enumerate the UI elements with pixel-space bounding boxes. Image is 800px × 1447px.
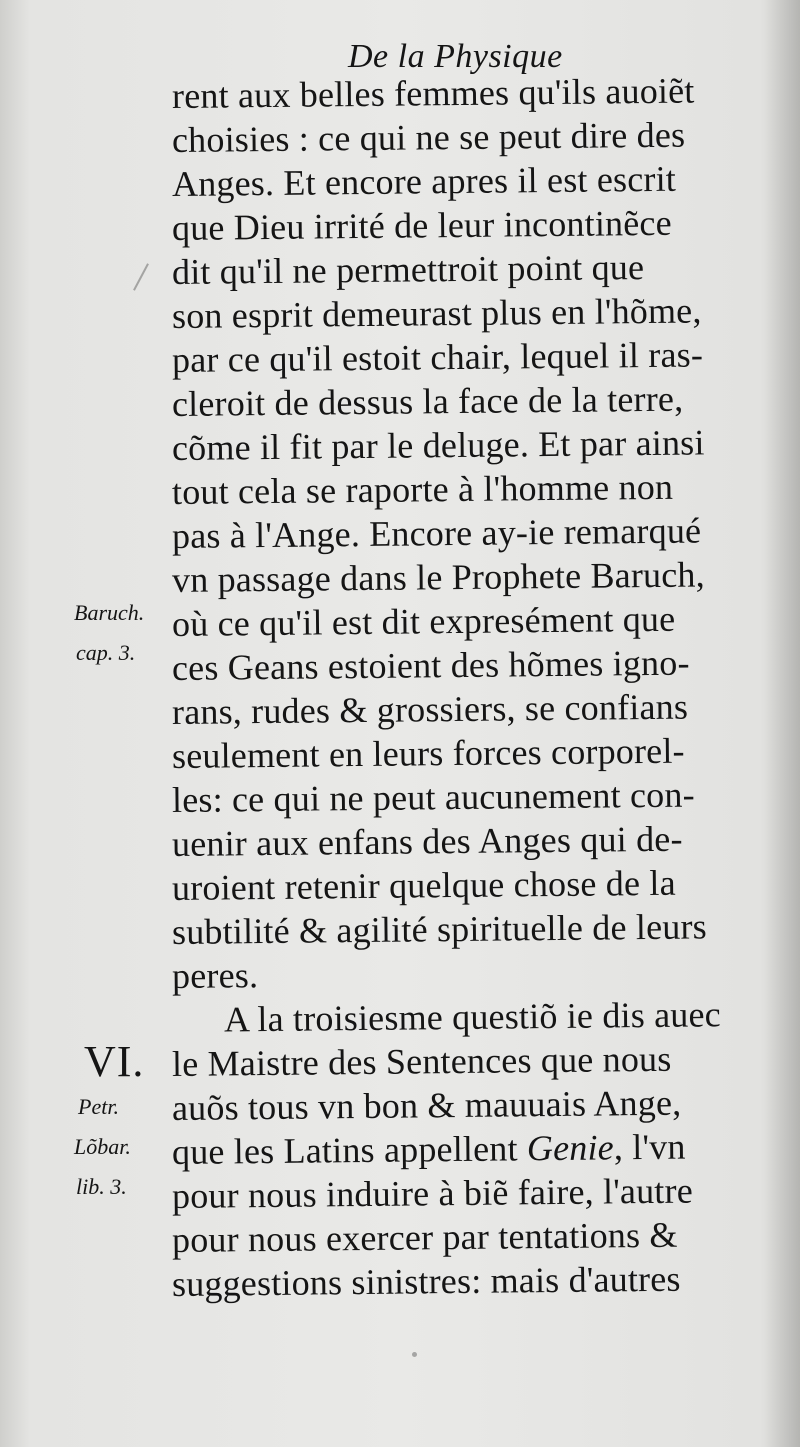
text-line: cleroit de dessus la face de la terre, [171, 378, 684, 424]
text-line: uenir aux enfans des Anges qui de- [171, 818, 683, 864]
text-span: que les Latins appellent [171, 1128, 518, 1172]
text-line: les: ce qui ne peut aucunement con- [171, 774, 695, 820]
ink-speck [133, 263, 149, 290]
text-line-genie [172, 1124, 772, 1174]
text-line: son esprit demeurast plus en l'hõme, [171, 290, 702, 336]
text-line: choisies : ce qui ne se peut dire des [171, 114, 686, 160]
text-line: dit qu'il ne permettroit point que [171, 247, 645, 292]
margin-note-lib: lib. 3. [76, 1174, 127, 1199]
text-line: uroient retenir quelque chose de la [171, 862, 676, 908]
running-head: De la Physique [348, 38, 563, 75]
text-line: tout cela se raporte à l'homme non [171, 466, 674, 512]
text-span: , l'vn [613, 1126, 686, 1168]
margin-note-cap: cap. 3. [76, 640, 136, 665]
text-line: auõs tous vn bon & mauuais Ange, [171, 1082, 682, 1128]
text-line: cõme il fit par le deluge. Et par ainsi [171, 422, 705, 468]
margin-note-petr: Petr. [78, 1094, 119, 1119]
italic-term: Genie [526, 1127, 615, 1169]
text-line: suggestions sinistres: mais d'autres [171, 1258, 681, 1304]
text-line: pour nous induire à biẽ faire, l'autre [171, 1170, 694, 1216]
text-line: vn passage dans le Prophete Baruch, [171, 554, 706, 600]
text-line: seulement en leurs forces corporel- [171, 730, 685, 776]
text-line: par ce qu'il estoit chair, lequel il ras- [171, 334, 704, 380]
text-line: Anges. Et encore apres il est escrit [171, 158, 677, 204]
text-line: pour nous exercer par tentations & [171, 1214, 678, 1260]
text-line: subtilité & agilité spirituelle de leurs [171, 906, 708, 952]
text-line: que Dieu irrité de leur incontinẽce [171, 202, 672, 248]
body-text [171, 70, 772, 1306]
text-line: pas à l'Ange. Encore ay-ie remarqué [171, 510, 702, 556]
paragraph-start-line: A la troisiesme questiõ ie dis auec [223, 994, 722, 1040]
margin-note-baruch: Baruch. [74, 600, 145, 625]
margin-note-lombar: Lõbar. [74, 1134, 131, 1159]
section-number: VI. [84, 1037, 145, 1086]
text-line: rans, rudes & grossiers, se confians [171, 686, 689, 732]
ink-dot [412, 1352, 417, 1357]
text-line: où ce qu'il est dit expresément que [171, 598, 676, 644]
text-line: le Maistre des Sentences que nous [171, 1038, 672, 1084]
text-line: peres. [171, 955, 259, 996]
text-line: ces Geans estoient des hõmes igno- [171, 642, 690, 688]
text-line: rent aux belles femmes qu'ils auoiẽt [171, 70, 695, 116]
